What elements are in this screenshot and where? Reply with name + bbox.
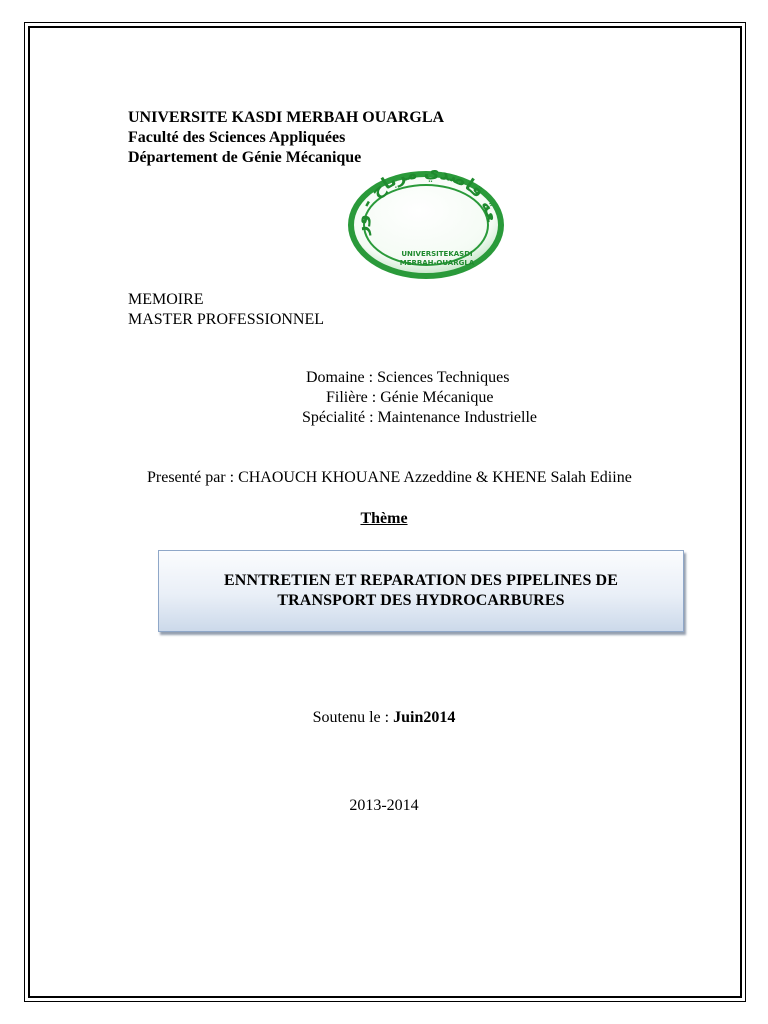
defense-date: Juin2014 <box>393 709 456 726</box>
university-name: UNIVERSITE KASDI MERBAH OUARGLA <box>128 109 445 126</box>
theme-title-line1: ENNTRETIEN ET REPARATION DES PIPELINES DE <box>224 572 618 589</box>
theme-title-line2: TRANSPORT DES HYDROCARBURES <box>277 592 565 609</box>
defense-label: Soutenu le : <box>312 709 394 726</box>
filiere-line: Filière : Génie Mécanique <box>326 389 494 406</box>
theme-title-box <box>158 550 684 632</box>
logo-latin-line1: UNIVERSITEKASDI <box>401 250 473 258</box>
academic-year: 2013-2014 <box>349 797 419 814</box>
logo-arabic-text: عة قاصدي مرباح - ور <box>351 168 503 237</box>
theme-heading: Thème <box>360 510 408 527</box>
defense-date-line <box>0 708 768 728</box>
presented-by: Presenté par : CHAOUCH KHOUANE Azzeddine & KHENE Salah Ediine <box>147 469 632 486</box>
master-label: MASTER PROFESSIONNEL <box>128 311 325 328</box>
university-logo-emblem-icon <box>345 168 507 282</box>
domain-line: Domaine : Sciences Techniques <box>306 369 510 386</box>
department-name: Département de Génie Mécanique <box>128 149 362 166</box>
specialite-line: Spécialité : Maintenance Industrielle <box>302 409 538 426</box>
logo-latin-line2: MERBAH-OUARGLA <box>399 259 475 267</box>
university-logo <box>345 168 507 282</box>
faculty-name: Faculté des Sciences Appliquées <box>128 129 346 146</box>
memoire-label: MEMOIRE <box>128 291 204 308</box>
